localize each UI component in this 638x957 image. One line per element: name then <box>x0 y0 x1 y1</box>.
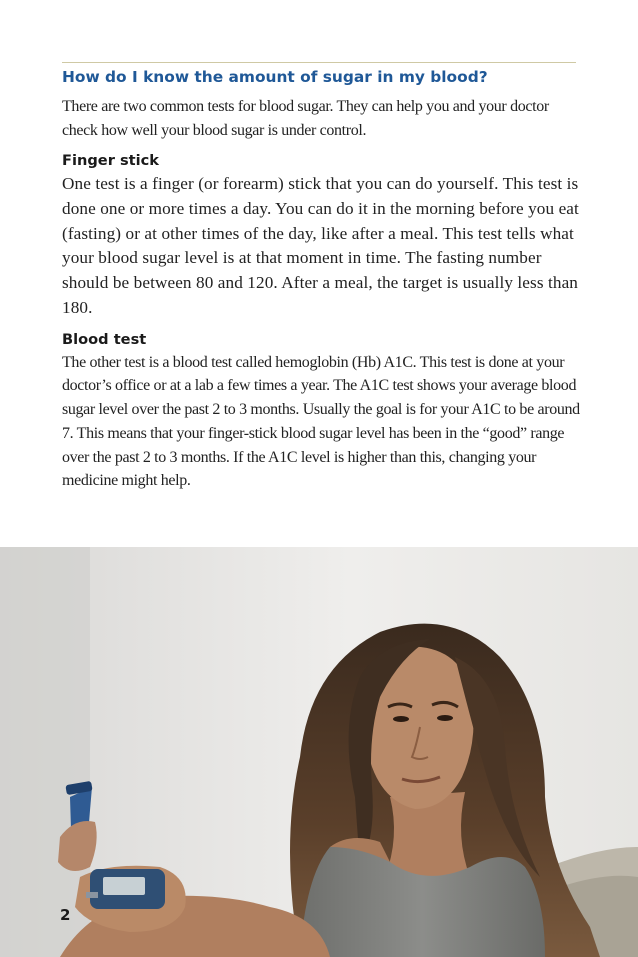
woman-testing-blood-sugar-photo <box>0 547 638 957</box>
finger-stick-heading: Finger stick <box>62 152 160 169</box>
page-number: 2 <box>60 906 71 924</box>
photo-illustration <box>0 547 638 957</box>
top-rule <box>62 62 576 63</box>
blood-test-paragraph: The other test is a blood test called hemoglobin (Hb) A1C. This test is done at your doctor’s office or at a lab a few times a year. The A1C test shows your average blood sugar level over the past 2 to 3 months. Usually the goal is for your A1C to be around 7. This means that your finger-stick blood sugar level has been in the “good” range over the past 2 to 3 months. If the A1C level is higher than this, changing your medicine might help. <box>62 353 580 490</box>
page-heading: How do I know the amount of sugar in my blood? <box>62 68 488 86</box>
blood-test-heading: Blood test <box>62 330 147 348</box>
intro-paragraph: There are two common tests for blood sugar. They can help you and your doctor check how well your blood sugar is under control. <box>62 98 549 139</box>
article <box>62 66 582 493</box>
finger-stick-paragraph: One test is a finger (or forearm) stick that you can do yourself. This test is done one or more times a day. You can do it in the morning before you eat (fasting) or at other times of the day, like after a meal. This test tells what your blood sugar level is at that moment in time. The fasting number should be between 80 and 120. After a meal, the target is usually less than 180. <box>62 174 579 317</box>
